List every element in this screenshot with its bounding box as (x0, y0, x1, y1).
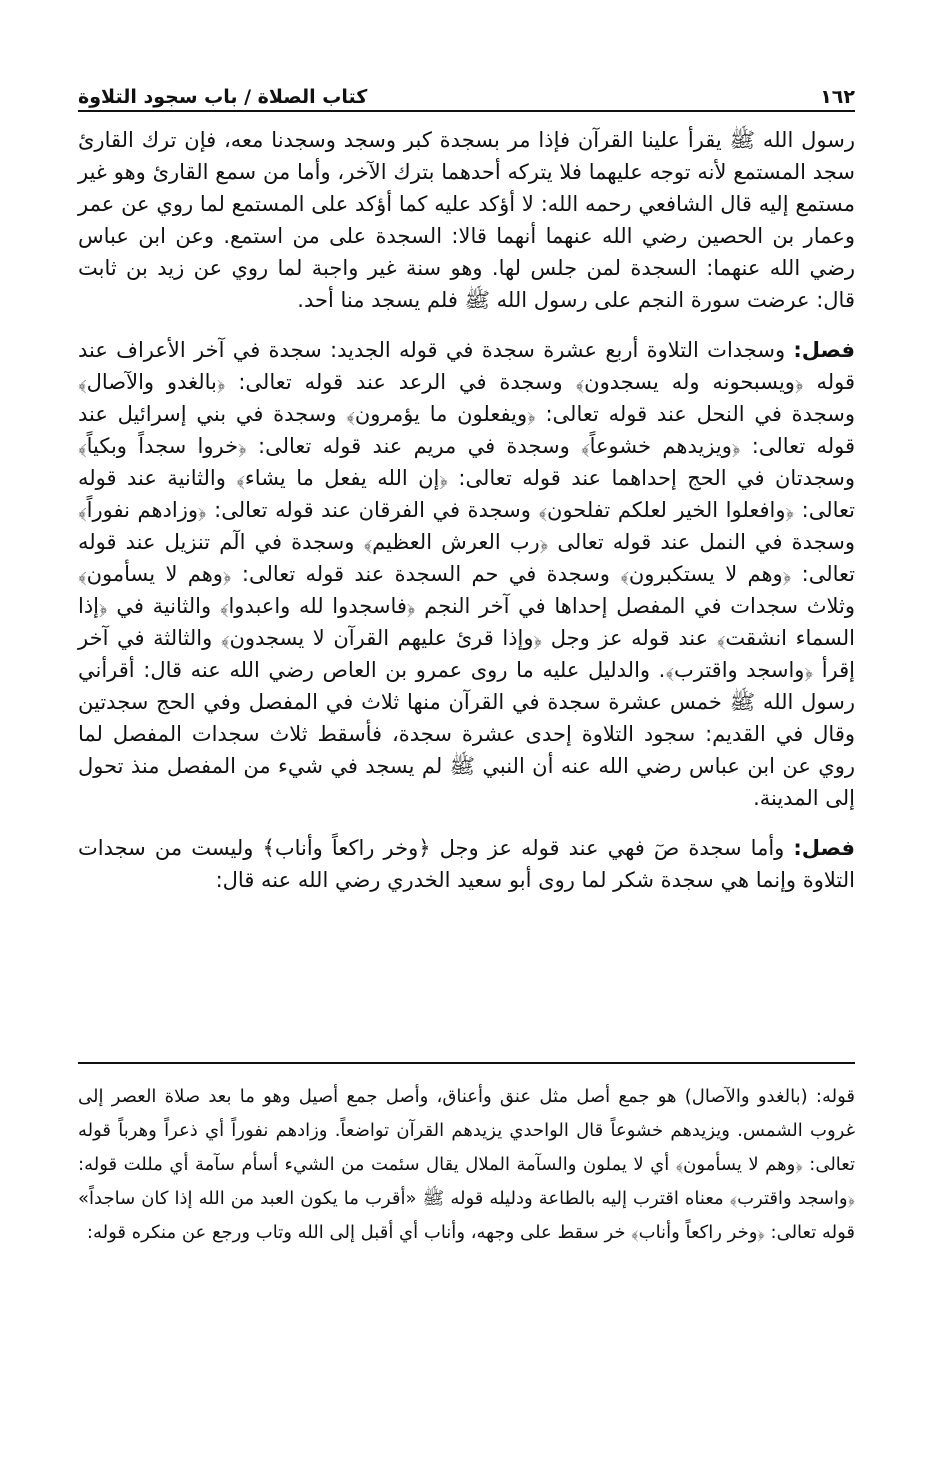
section-lead: فصل: (793, 836, 855, 860)
paragraph-text: وأما سجدة صٓ فهي عند قوله عز وجل ﴿وخر راكعاً وأناب﴾ وليست من سجدات التلاوة وإنما هي سجدة شكر لما روى أبو سعيد الخدري رضي الله عنه قال: (78, 836, 855, 892)
paragraph (78, 334, 855, 814)
section-lead: فصل: (793, 338, 855, 362)
running-header (78, 72, 855, 108)
paragraph (78, 832, 855, 896)
running-title: كتاب الصلاة / باب سجود التلاوة (78, 86, 368, 108)
main-text (78, 124, 855, 914)
paragraph-text: وسجدات التلاوة أربع عشرة سجدة في قوله الجديد: سجدة في آخر الأعراف عند قوله ﴿ويسبحونه وله يسجدون﴾ وسجدة في الرعد عند قوله تعالى: ﴿بالغدو والآصال﴾ وسجدة في النحل عند قوله تعالى: ﴿ويفعلون ما يؤمرون﴾ وسجدة في بني إسرائيل عند قوله تعالى: ﴿ويزيدهم خشوعاً﴾ وسجدة في مريم عند قوله تعالى: ﴿خروا سجداً وبكياً﴾ وسجدتان في الحج إحداهما عند قوله تعالى: ﴿إن الله يفعل ما يشاء﴾ والثانية عند قوله تعالى: ﴿وافعلوا الخير لعلكم تفلحون﴾ وسجدة في الفرقان عند قوله تعالى: ﴿وزادهم نفوراً﴾ وسجدة في النمل عند قوله تعالى ﴿رب العرش العظيم﴾ وسجدة في الٓم تنزيل عند قوله تعالى: ﴿وهم لا يستكبرون﴾ وسجدة في حم السجدة عند قوله تعالى: ﴿وهم لا يسأمون﴾ وثلاث سجدات في المفصل إحداها في آخر النجم ﴿فاسجدوا لله واعبدوا﴾ والثانية في ﴿إذا السماء انشقت﴾ عند قوله عز وجل ﴿وإذا قرئ عليهم القرآن لا يسجدون﴾ والثالثة في آخر إقرأ ﴿واسجد واقترب﴾. والدليل عليه ما روى عمرو بن العاص رضي الله عنه قال: أقرأني رسول الله ﷺ خمس عشرة سجدة في القرآن منها ثلاث في المفصل وفي الحج سجدتين وقال في القديم: سجود التلاوة إحدى عشرة سجدة، فأسقط ثلاث سجدات المفصل لما روي عن ابن عباس رضي الله عنه أن النبي ﷺ لم يسجد في شيء من المفصل منذ تحول إلى المدينة. (78, 338, 855, 810)
paragraph-text: رسول الله ﷺ يقرأ علينا القرآن فإذا مر بسجدة كبر وسجد وسجدنا معه، فإن ترك القارئ سجد المستمع لأنه توجه عليهما فلا يتركه أحدهما بترك الآخر، وأما من سمع القارئ وهو غير مستمع إليه قال الشافعي رحمه الله: لا أؤكد عليه كما أؤكد على المستمع لما روي عن عمر وعمار بن الحصين رضي الله عنهما أنهما قالا: السجدة على من استمع. وعن ابن عباس رضي الله عنهما: السجدة لمن جلس لها. وهو سنة غير واجبة لما روي عن زيد بن ثابت قال: عرضت سورة النجم على رسول الله ﷺ فلم يسجد منا أحد. (78, 128, 855, 312)
header-rule (78, 110, 855, 112)
footnote-rule (78, 1062, 855, 1064)
paragraph (78, 124, 855, 316)
footnotes (78, 1080, 855, 1250)
footnote-text: قوله: (بالغدو والآصال) هو جمع أصل مثل عنق وأعناق، وأصل جمع أصيل وهو ما بعد صلاة العصر إلى غروب الشمس. ويزيدهم خشوعاً قال الواحدي يزيدهم القرآن تواضعاً. وزادهم نفوراً أي ذعراً وهرباً قوله تعالى: ﴿وهم لا يسأمون﴾ أي لا يملون والسآمة الملال يقال سئمت من الشيء أسأم سآمة أي مللت قوله: ﴿واسجد واقترب﴾ معناه اقترب إليه بالطاعة ودليله قوله ﷺ «أقرب ما يكون العبد من الله إذا كان ساجداً» قوله تعالى: ﴿وخر راكعاً وأناب﴾ خر سقط على وجهه، وأناب أي أقبل إلى الله وتاب ورجع عن منكره قوله: (78, 1086, 855, 1243)
page-number: ١٦٢ (820, 86, 855, 108)
